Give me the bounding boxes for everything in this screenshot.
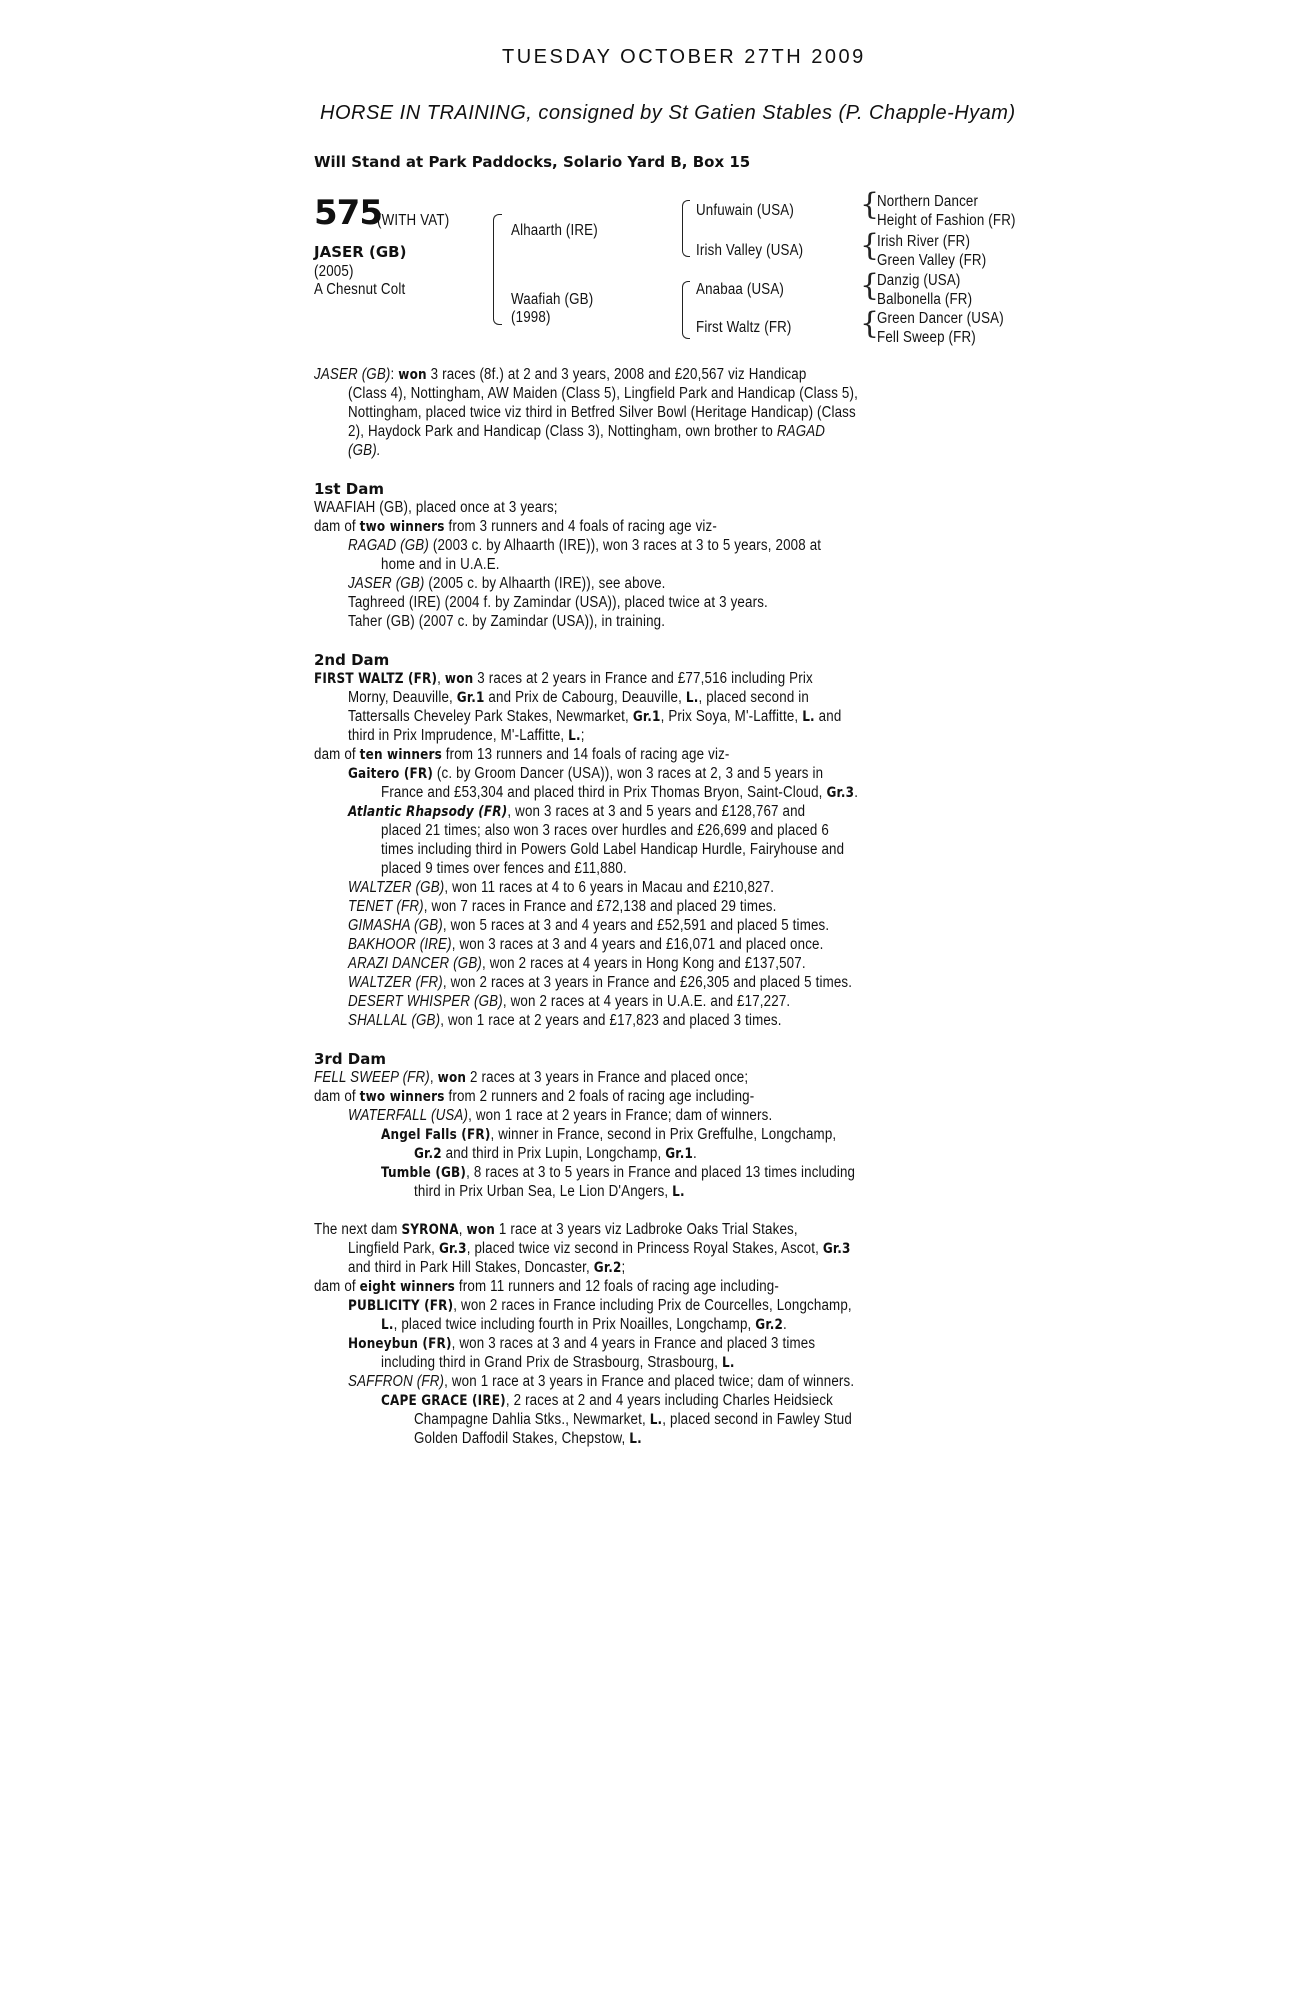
dam-dam: First Waltz (FR) (696, 319, 792, 336)
pedigree-brace-2a (682, 200, 690, 257)
gg-2: Height of Fashion (FR) (877, 212, 1016, 229)
angel-falls-line-2: Gr.2 and third in Prix Lupin, Longchamp, Gr.1. (414, 1145, 697, 1162)
first-dam-line-1: WAAFIAH (GB), placed once at 3 years; (314, 499, 558, 516)
third-dam-heading: 3rd Dam (314, 1050, 386, 1068)
second-dam-heading: 2nd Dam (314, 651, 390, 669)
second-dam-line-5: dam of ten winners from 13 runners and 14 foals of racing age viz- (314, 746, 730, 763)
winner-arazi-dancer: ARAZI DANCER (GB), won 2 races at 4 years in Hong Kong and £137,507. (348, 955, 806, 972)
gg-7: Green Dancer (USA) (877, 310, 1004, 327)
second-dam-line-1: FIRST WALTZ (FR), won 3 races at 2 years in France and £77,516 including Prix (314, 670, 813, 687)
record-line-1: JASER (GB): won 3 races (8f.) at 2 and 3 years, 2008 and £20,567 viz Handicap (314, 366, 807, 383)
cape-grace-line-2: Champagne Dahlia Stks., Newmarket, L., placed second in Fawley Stud (414, 1411, 852, 1428)
gg-4: Green Valley (FR) (877, 252, 987, 269)
pedigree-brace-3d: { (860, 306, 880, 341)
record-line-2: (Class 4), Nottingham, AW Maiden (Class 5), Lingfield Park and Handicap (Class 5), (348, 385, 858, 402)
gg-1: Northern Dancer (877, 193, 979, 210)
vat-note: (WITH VAT) (377, 212, 450, 229)
publicity-line-1: PUBLICITY (FR), won 2 races in France including Prix de Courcelles, Longchamp, (348, 1297, 852, 1314)
publicity-line-2: L., placed twice including fourth in Prix Noailles, Longchamp, Gr.2. (381, 1316, 787, 1333)
pedigree-brace-3b: { (860, 228, 880, 263)
first-dam-runner-1: RAGAD (GB) (2003 c. by Alhaarth (IRE)), won 3 races at 3 to 5 years, 2008 at (348, 537, 822, 554)
first-dam-line-2: dam of two winners from 3 runners and 4 foals of racing age viz- (314, 518, 718, 535)
page-date: TUESDAY OCTOBER 27TH 2009 (502, 46, 866, 68)
third-dam-line-1: FELL SWEEP (FR), won 2 races at 3 years in France and placed once; (314, 1069, 749, 1086)
record-line-5: (GB). (348, 442, 381, 459)
sire: Alhaarth (IRE) (511, 222, 598, 239)
first-dam-runner-2: JASER (GB) (2005 c. by Alhaarth (IRE)), see above. (348, 575, 666, 592)
dam-year: (1998) (511, 309, 551, 326)
second-dam-line-3: Tattersalls Cheveley Park Stakes, Newmarket, Gr.1, Prix Soya, M'-Laffitte, L. and (348, 708, 842, 725)
pedigree-brace-3a: { (860, 187, 880, 222)
atlantic-line-2: placed 21 times; also won 3 races over hurdles and £26,699 and placed 6 (381, 822, 829, 839)
dam-sire: Anabaa (USA) (696, 281, 785, 298)
gg-6: Balbonella (FR) (877, 291, 973, 308)
gg-5: Danzig (USA) (877, 272, 961, 289)
second-dam-line-4: third in Prix Imprudence, M'-Laffitte, L.; (348, 727, 585, 744)
winner-desert-whisper: DESERT WHISPER (GB), won 2 races at 4 years in U.A.E. and £17,227. (348, 993, 791, 1010)
record-line-4: 2), Haydock Park and Handicap (Class 3), Nottingham, own brother to RAGAD (348, 423, 826, 440)
angel-falls-line-1: Angel Falls (FR), winner in France, second in Prix Greffulhe, Longchamp, (381, 1126, 837, 1143)
next-dam-line-4: dam of eight winners from 11 runners and 12 foals of racing age including- (314, 1278, 779, 1295)
honeybun-line-1: Honeybun (FR), won 3 races at 3 and 4 years in France and placed 3 times (348, 1335, 816, 1352)
pedigree-brace-3c: { (860, 268, 880, 303)
first-dam-heading: 1st Dam (314, 480, 384, 498)
tumble-line-1: Tumble (GB), 8 races at 3 to 5 years in France and placed 13 times including (381, 1164, 856, 1181)
sire-dam: Irish Valley (USA) (696, 242, 804, 259)
atlantic-line-1: Atlantic Rhapsody (FR), won 3 races at 3 and 5 years and £128,767 and (348, 803, 806, 820)
next-dam-line-3: and third in Park Hill Stakes, Doncaster, Gr.2; (348, 1259, 626, 1276)
sire-sire: Unfuwain (USA) (696, 202, 794, 219)
winner-gimasha: GIMASHA (GB), won 5 races at 3 and 4 years and £52,591 and placed 5 times. (348, 917, 830, 934)
winner-waltzer-fr: WALTZER (FR), won 2 races at 3 years in France and £26,305 and placed 5 times. (348, 974, 853, 991)
winner-shallal: SHALLAL (GB), won 1 race at 2 years and £17,823 and placed 3 times. (348, 1012, 782, 1029)
first-dam-runner-1-cont: home and in U.A.E. (381, 556, 500, 573)
horse-description: A Chesnut Colt (314, 281, 406, 298)
lot-number: 575 (314, 193, 382, 233)
gaitero-line-1: Gaitero (FR) (c. by Groom Dancer (USA)), won 3 races at 2, 3 and 5 years in (348, 765, 824, 782)
cape-grace-line-3: Golden Daffodil Stakes, Chepstow, L. (414, 1430, 642, 1447)
honeybun-line-2: including third in Grand Prix de Strasbourg, Strasbourg, L. (381, 1354, 735, 1371)
first-dam-runner-4: Taher (GB) (2007 c. by Zamindar (USA)), in training. (348, 613, 666, 630)
stand-location: Will Stand at Park Paddocks, Solario Yard B, Box 15 (314, 153, 751, 171)
second-dam-line-2: Morny, Deauville, Gr.1 and Prix de Cabourg, Deauville, L., placed second in (348, 689, 810, 706)
third-dam-line-2: dam of two winners from 2 runners and 2 foals of racing age including- (314, 1088, 755, 1105)
saffron-line: SAFFRON (FR), won 1 race at 3 years in France and placed twice; dam of winners. (348, 1373, 855, 1390)
winner-waltzer-gb: WALTZER (GB), won 11 races at 4 to 6 years in Macau and £210,827. (348, 879, 775, 896)
winner-tenet: TENET (FR), won 7 races in France and £72,138 and placed 29 times. (348, 898, 777, 915)
gg-3: Irish River (FR) (877, 233, 971, 250)
tumble-line-2: third in Prix Urban Sea, Le Lion D'Angers, L. (414, 1183, 685, 1200)
gg-8: Fell Sweep (FR) (877, 329, 976, 346)
pedigree-brace-1 (493, 214, 502, 325)
atlantic-line-3: times including third in Powers Gold Label Handicap Hurdle, Fairyhouse and (381, 841, 845, 858)
horse-year: (2005) (314, 263, 354, 280)
gaitero-line-2: France and £53,304 and placed third in Prix Thomas Bryon, Saint-Cloud, Gr.3. (381, 784, 859, 801)
next-dam-line-1: The next dam SYRONA, won 1 race at 3 years viz Ladbroke Oaks Trial Stakes, (314, 1221, 798, 1238)
cape-grace-line-1: CAPE GRACE (IRE), 2 races at 2 and 4 years including Charles Heidsieck (381, 1392, 834, 1409)
pedigree-brace-2b (682, 281, 690, 339)
first-dam-runner-3: Taghreed (IRE) (2004 f. by Zamindar (USA)), placed twice at 3 years. (348, 594, 768, 611)
waterfall-line: WATERFALL (USA), won 1 race at 2 years in France; dam of winners. (348, 1107, 773, 1124)
consignor-subtitle: HORSE IN TRAINING, consigned by St Gatien Stables (P. Chapple-Hyam) (320, 102, 1016, 124)
dam: Waafiah (GB) (511, 291, 594, 308)
next-dam-line-2: Lingfield Park, Gr.3, placed twice viz second in Princess Royal Stakes, Ascot, Gr.3 (348, 1240, 851, 1257)
horse-name: JASER (GB) (314, 243, 407, 261)
atlantic-line-4: placed 9 times over fences and £11,880. (381, 860, 627, 877)
record-line-3: Nottingham, placed twice viz third in Betfred Silver Bowl (Heritage Handicap) (Class (348, 404, 856, 421)
winner-bakhoor: BAKHOOR (IRE), won 3 races at 3 and 4 years and £16,071 and placed once. (348, 936, 824, 953)
